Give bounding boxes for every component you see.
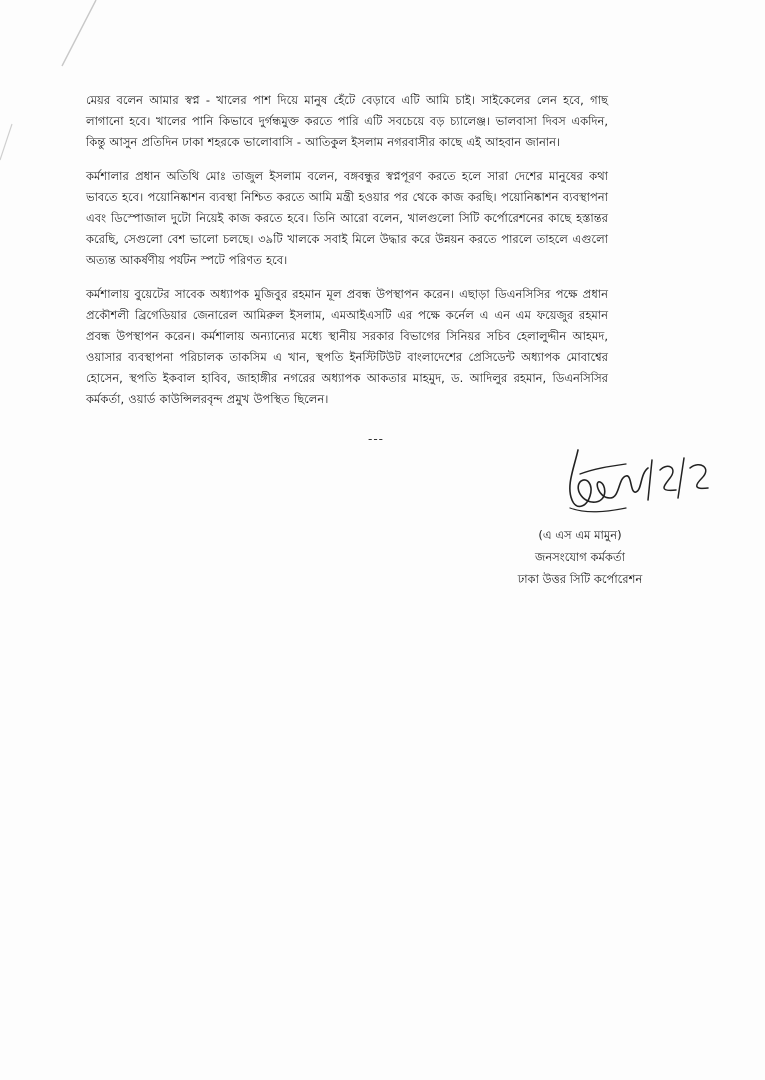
handwritten-signature xyxy=(556,438,726,528)
end-separator: --- xyxy=(368,432,384,446)
signatory-organization: ঢাকা উত্তর সিটি কর্পোরেশন xyxy=(517,572,643,586)
paragraph-mayor-statement: মেয়র বলেন আমার স্বপ্ন - খালের পাশ দিয়ে মানুষ হেঁটে বেড়াবে এটি আমি চাই। সাইকেলের লেন হবে, গাছ লাগানো হবে। খালের পানি কিভাবে দুর্গন্ধমুক্ত করতে পারি এটি সবচেয়ে বড় চ্যালেঞ্জ। ভালবাসা দিবস একদিন, কিন্তু আসুন প্রতিদিন ঢাকা শহরকে ভালোবাসি - আতিকুল ইসলাম নগরবাসীর কাছে এই আহবান জানান। xyxy=(86,93,608,149)
signatory-block xyxy=(500,524,660,590)
paragraph-chief-guest-statement: কর্মশালার প্রধান অতিথি মোঃ তাজুল ইসলাম বলেন, বঙ্গবন্ধুর স্বপ্নপূরণ করতে হলে সারা দেশের মানুষের কথা ভাবতে হবে। পয়োনিষ্কাশন ব্যবস্থা নিশ্চিত করতে আমি মন্ত্রী হওয়ার পর থেকে কাজ করছি। পয়োনিষ্কাশন ব্যবস্থাপনা এবং ডিস্পোজাল দুটো নিয়েই কাজ করতে হবে। তিনি আরো বলেন, খালগুলো সিটি কর্পোরেশনের কাছে হস্তান্তর করেছি, সেগুলো বেশ ভালো চলছে। ৩৯টি খালকে সবাই মিলে উদ্ধার করে উন্নয়ন করতে পারলে তাহলে এগুলো অত্যন্ত আকর্ষণীয় পর্যটন স্পটে পরিণত হবে। xyxy=(86,169,608,267)
document-body xyxy=(86,90,608,423)
signatory-name: (এ এস এম মামুন) xyxy=(538,528,622,542)
signatory-designation: জনসংযোগ কর্মকর্তা xyxy=(535,550,625,564)
paragraph-workshop-participants: কর্মশালায় বুয়েটের সাবেক অধ্যাপক মুজিবুর রহমান মূল প্রবন্ধ উপস্থাপন করেন। এছাড়া ডিএনসিসির পক্ষে প্রধান প্রকৌশলী ব্রিগেডিয়ার জেনারেল আমিরুল ইসলাম, এমআইএসটি এর পক্ষে কর্নেল এ এন এম ফয়েজুর রহমান প্রবন্ধ উপস্থাপন করেন। কর্মশালায় অন্যান্যের মধ্যে স্থানীয় সরকার বিভাগের সিনিয়র সচিব হেলালুদ্দীন আহমদ, ওয়াসার ব্যবস্থাপনা পরিচালক তাকসিম এ খান, স্থপতি ইনস্টিটিউট বাংলাদেশের প্রেসিডেন্ট অধ্যাপক মোবাশ্বের হোসেন, স্থপতি ইকবাল হাবিব, জাহাঙ্গীর নগরের অধ্যাপক আকতার মাহমুদ, ড. আদিলুর রহমান, ডিএনসিসির কর্মকর্তা, ওয়ার্ড কাউন্সিলরবৃন্দ প্রমুখ উপস্থিত ছিলেন। xyxy=(86,287,608,406)
